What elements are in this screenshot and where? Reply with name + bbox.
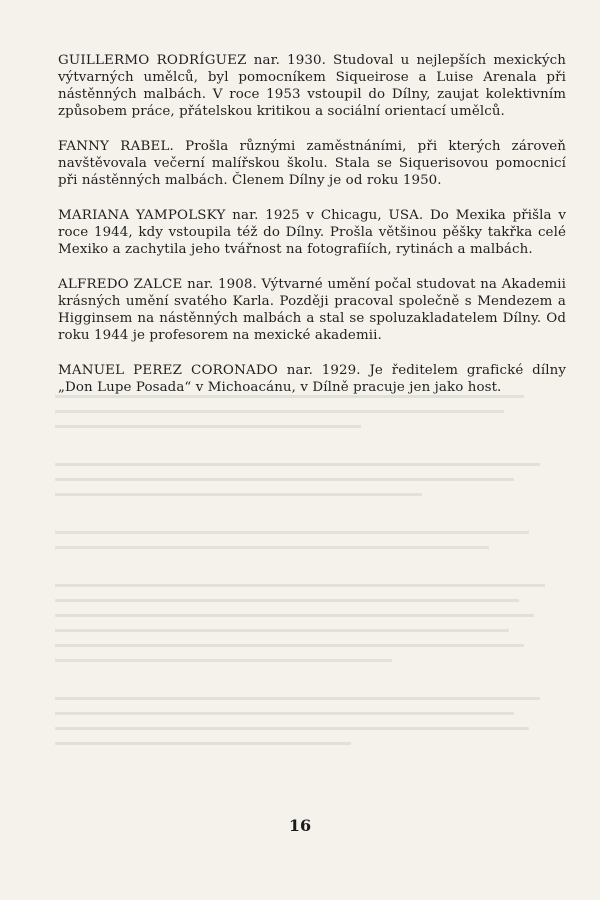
biography-text: nar. 1908. Výtvarné umění počal studovat na Akademii krásných umění svatého Karla. Později pracoval společně s Mendezem a Higginsem na nástěnných malbách a stal se spoluzakladatelem Dílny. Od roku 1944 je profesorem na mexické akademii. bbox=[58, 277, 566, 343]
artist-name: GUILLERMO RODRÍGUEZ bbox=[58, 53, 247, 68]
biography-text: nar. 1930. Studoval u nejlepších mexických výtvarných umělců, byl pomocníkem Siqueirose a Luise Arenala při nástěnných malbách. V roce 1953 vstoupil do Dílny, zaujat kolektivním způsobem práce, přátelskou kritikou a sociální orientací umělců. bbox=[58, 53, 566, 119]
biography-entry bbox=[58, 207, 566, 258]
page-number: 16 bbox=[288, 816, 312, 835]
biography-entry bbox=[58, 138, 566, 189]
artist-name: ALFREDO ZALCE bbox=[58, 277, 183, 292]
artist-name: FANNY RABEL. bbox=[58, 139, 175, 154]
artist-name: MANUEL PEREZ CORONADO bbox=[58, 363, 278, 378]
biography-text: nar. 1929. Je ředitelem grafické dílny „Don Lupe Posada“ v Michoacánu, v Dílně pracuje jen jako host. bbox=[58, 363, 566, 395]
biography-text: Prošla různými zaměstnáními, při kterých zároveň navštěvovala večerní malířskou školu. Stala se Siquerisovou pomocnicí při nástěnných malbách. Členem Dílny je od roku 1950. bbox=[58, 139, 566, 188]
biography-entry bbox=[58, 276, 566, 344]
biography-text: nar. 1925 v Chicagu, USA. Do Mexika přišla v roce 1944, kdy vstoupila též do Dílny. Prošla většinou pěšky takřka celé Mexiko a zachytila jeho tvářnost na fotografiích, rytinách a malbách. bbox=[58, 208, 566, 257]
artist-name: MARIANA YAMPOLSKY bbox=[58, 208, 226, 223]
biography-entry bbox=[58, 362, 566, 396]
biography-entry bbox=[58, 52, 566, 120]
biography-list bbox=[58, 52, 566, 414]
show-through-text bbox=[55, 395, 565, 815]
